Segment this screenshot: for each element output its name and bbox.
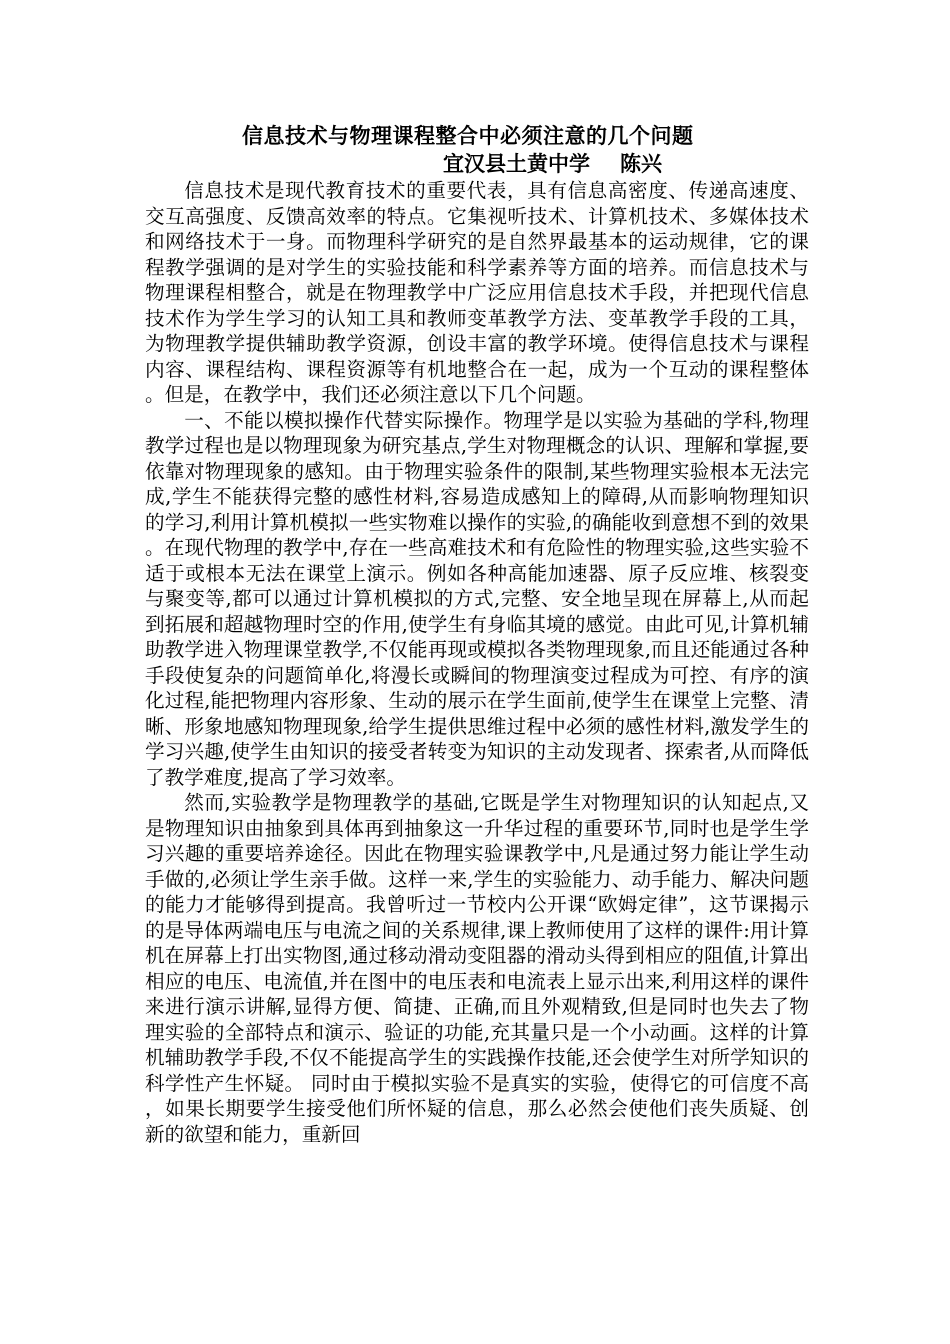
document-title: 信息技术与物理课程整合中必须注意的几个问题: [242, 123, 694, 148]
author-name: 陈兴: [620, 151, 662, 176]
paragraph-section-one: 一、不能以模拟操作代替实际操作。物理学是以实验为基础的学科,物理教学过程也是以物理现象为研究基点,学生对物理概念的认识、理解和掌握,要依靠对物理现象的感知。由于物理实验条件的限制,某些物理实验根本无法完成,学生不能获得完整的感性材料,容易造成感知上的障碍,从而影响物理知识的学习,利用计算机模拟一些实物难以操作的实验,的确能收到意想不到的效果。在现代物理的教学中,存在一些高难技术和有危险性的物理实验,这些实验不适于或根本无法在课堂上演示。例如各种高能加速器、原子反应堆、核裂变与聚变等,都可以通过计算机模拟的方式,完整、安全地呈现在屏幕上,从而起到拓展和超越物理时空的作用,使学生有身临其境的感觉。由此可见,计算机辅助教学进入物理课堂教学,不仅能再现或模拟各类物理现象,而且还能通过各种手段使复杂的问题简单化,将漫长或瞬间的物理演变过程成为可控、有序的演化过程,能把物理内容形象、生动的展示在学生面前,使学生在课堂上完整、清晰、形象地感知物理现象,给学生提供思维过程中必须的感性材料,激发学生的学习兴趣,使学生由知识的接受者转变为知识的主动发现者、探索者,从而降低了教学难度,提高了学习效率。: [145, 408, 809, 789]
paragraph-experiment: 然而,实验教学是物理教学的基础,它既是学生对物理知识的认知起点,又是物理知识由抽象到具体再到抽象这一升华过程的重要环节,同时也是学生学习兴趣的重要培养途径。因此在物理实验课教学中,凡是通过努力能让学生动手做的,必须让学生亲手做。这样一来,学生的实验能力、动手能力、解决问题的能力才能够得到提高。我曾听过一节校内公开课“欧姆定律”，这节课揭示的是导体两端电压与电流之间的关系规律,课上教师使用了这样的课件:用计算机在屏幕上打出实物图,通过移动滑动变阻器的滑动头得到相应的阻值,计算出相应的电压、电流值,并在图中的电压表和电流表上显示出来,利用这样的课件来进行演示讲解,显得方便、简捷、正确,而且外观精致,但是同时也失去了物理实验的全部特点和演示、验证的功能,充其量只是一个小动画。这样的计算机辅助教学手段,不仅不能提高学生的实践操作技能,还会使学生对所学知识的科学性产生怀疑。 同时由于模拟实验不是真实的实验，使得它的可信度不高，如果长期要学生接受他们所怀疑的信息，那么必然会使他们丧失质疑、创新的欲望和能力，重新回: [145, 791, 809, 1146]
author-school: 宜汉县土黄中学: [443, 151, 590, 176]
author-line: [145, 150, 809, 178]
document-page: [145, 122, 809, 1147]
paragraph-intro: 信息技术是现代教育技术的重要代表，具有信息高密度、传递高速度、交互高强度、反馈高效率的特点。它集视听技术、计算机技术、多媒体技术和网络技术于一身。而物理科学研究的是自然界最基本的运动规律，它的课程教学强调的是对学生的实验技能和科学素养等方面的培养。而信息技术与物理课程相整合，就是在物理教学中广泛应用信息技术手段，并把现代信息技术作为学生学习的认知工具和教师变革教学方法、变革教学手段的工具，为物理教学提供辅助教学资源，创设丰富的教学环境。使得信息技术与课程内容、课程结构、课程资源等有机地整合在一起，成为一个互动的课程整体。但是，在教学中，我们还必须注意以下几个问题。: [145, 179, 809, 406]
